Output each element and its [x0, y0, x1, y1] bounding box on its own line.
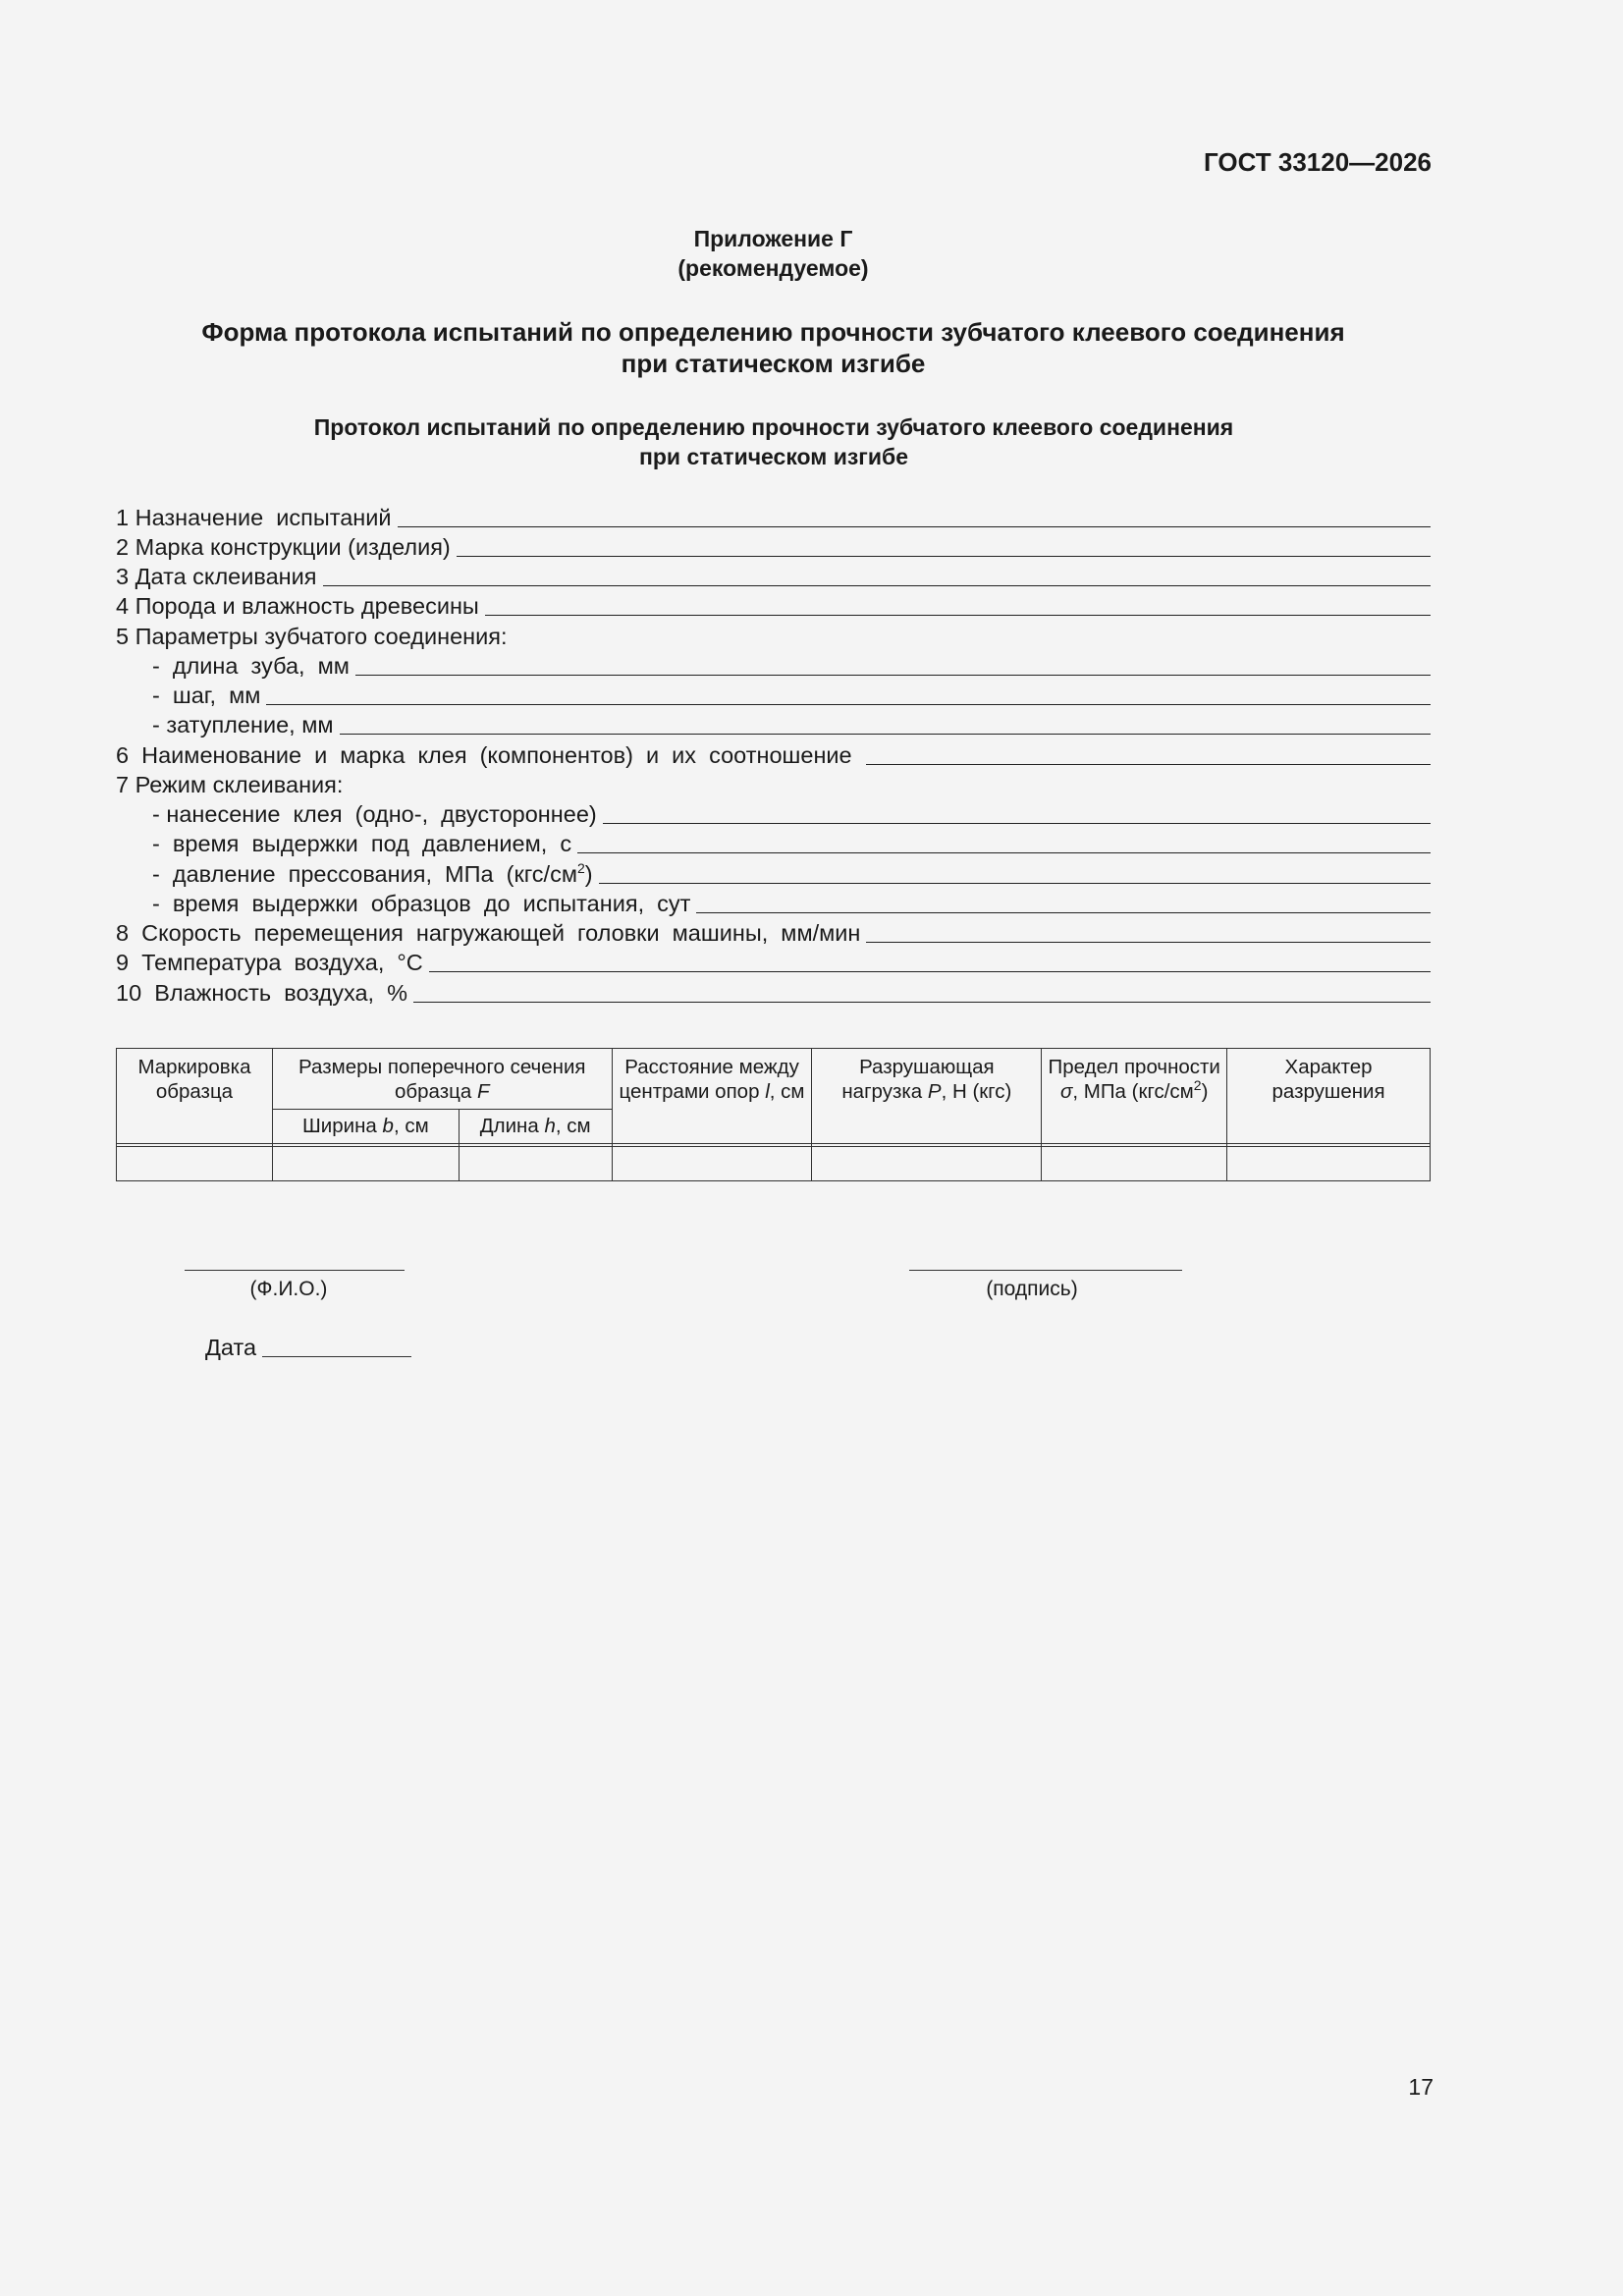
field-specimen-hold-time-label: - время выдержки образцов до испытания, сут [152, 891, 691, 916]
header-failure-type: Характер разрушения [1227, 1049, 1431, 1144]
field-wood-species-label: 4 Порода и влажность древесины [116, 593, 479, 619]
table-header-row [117, 1049, 1431, 1110]
header-strength-limit: Предел прочности σ, МПа $(кгс/см^2)$ [1042, 1049, 1227, 1144]
cell-support-distance[interactable] [612, 1147, 812, 1181]
field-head-speed[interactable] [116, 919, 1431, 947]
field-bluntness-label: - затупление, мм [152, 712, 334, 738]
field-glue-name-line[interactable] [866, 763, 1431, 765]
field-press-pressure-label: - давление прессования, МПа $(кгс/см^2)$ [152, 860, 593, 887]
field-pitch[interactable] [152, 682, 1431, 709]
protocol-table [116, 1048, 1431, 1181]
field-specimen-hold-time-line[interactable] [696, 911, 1431, 913]
field-tooth-length-line[interactable] [355, 674, 1431, 676]
field-gluing-mode-heading [116, 771, 1431, 798]
signature-line[interactable] [909, 1269, 1182, 1271]
field-tooth-length[interactable] [152, 652, 1431, 680]
appendix-label: Приложение Г [693, 226, 853, 251]
field-air-humidity[interactable] [116, 979, 1431, 1007]
field-tooth-length-label: - длина зуба, мм [152, 653, 350, 679]
field-pitch-line[interactable] [266, 703, 1431, 705]
form-title-line1: Форма протокола испытаний по определению прочности зубчатого клеевого соединения [201, 317, 1345, 347]
field-head-speed-line[interactable] [866, 941, 1431, 943]
date-field[interactable] [205, 1335, 411, 1361]
field-purpose[interactable] [116, 504, 1431, 531]
field-bluntness[interactable] [152, 711, 1431, 738]
field-glue-application[interactable] [152, 800, 1431, 828]
cell-breaking-load[interactable] [812, 1147, 1042, 1181]
header-breaking-load: Разрушающая нагрузка P, Н (кгс) [812, 1049, 1042, 1144]
field-pressure-hold-time-label: - время выдержки под давлением, с [152, 831, 572, 856]
field-purpose-line[interactable] [398, 525, 1431, 527]
field-joint-params-label: 5 Параметры зубчатого соединения: [116, 624, 508, 649]
appendix-status: (рекомендуемое) [677, 255, 869, 281]
standard-code: ГОСТ 33120—2026 [1204, 147, 1432, 177]
header-support-distance: Расстояние между центрами опор l, см [612, 1049, 812, 1144]
protocol-title-line2: при статическом изгибе [638, 444, 908, 469]
date-line[interactable] [262, 1355, 411, 1357]
field-air-humidity-label: 10 Влажность воздуха, % [116, 980, 408, 1006]
cell-failure-type[interactable] [1227, 1147, 1431, 1181]
field-air-temperature-line[interactable] [429, 970, 1431, 972]
table-row [117, 1147, 1431, 1181]
header-cross-section: Размеры поперечного сечения образца F [272, 1049, 612, 1110]
header-specimen-marking: Маркировка образца [117, 1049, 273, 1144]
field-press-pressure-line[interactable] [599, 882, 1431, 884]
field-construction-grade[interactable] [116, 533, 1431, 561]
date-label: Дата [205, 1335, 257, 1360]
cell-length[interactable] [459, 1147, 612, 1181]
form-title [0, 316, 1546, 379]
field-air-temperature[interactable] [116, 949, 1431, 976]
form-title-line2: при статическом изгибе [621, 349, 926, 378]
field-gluing-date-label: 3 Дата склеивания [116, 564, 317, 589]
field-purpose-label: 1 Назначение испытаний [116, 505, 392, 530]
header-width: Ширина b, см [272, 1110, 459, 1144]
field-gluing-mode-label: 7 Режим склеивания: [116, 772, 344, 797]
header-length: Длина h, см [459, 1110, 612, 1144]
field-press-pressure[interactable] [152, 860, 1431, 888]
page-number: 17 [1408, 2074, 1434, 2100]
field-pressure-hold-time[interactable] [152, 830, 1431, 857]
field-glue-name[interactable] [116, 741, 1431, 769]
name-label: (Ф.И.О.) [249, 1278, 328, 1300]
field-construction-grade-label: 2 Марка конструкции (изделия) [116, 534, 451, 560]
appendix-heading [0, 224, 1546, 283]
protocol-title [88, 412, 1459, 471]
field-gluing-date[interactable] [116, 563, 1431, 590]
cell-width[interactable] [272, 1147, 459, 1181]
field-joint-params-heading [116, 623, 1431, 650]
field-pitch-label: - шаг, мм [152, 683, 261, 708]
field-specimen-hold-time[interactable] [152, 890, 1431, 917]
protocol-title-line1: Протокол испытаний по определению прочности зубчатого клеевого соединения [313, 414, 1234, 440]
field-glue-application-label: - нанесение клея (одно-, двустороннее) [152, 801, 597, 827]
field-construction-grade-line[interactable] [457, 555, 1431, 557]
field-glue-application-line[interactable] [603, 822, 1431, 824]
cell-strength-limit[interactable] [1042, 1147, 1227, 1181]
field-gluing-date-line[interactable] [323, 584, 1432, 586]
name-signature-line[interactable] [185, 1269, 405, 1271]
field-wood-species-line[interactable] [485, 614, 1431, 616]
signature-label: (подпись) [986, 1278, 1078, 1300]
field-bluntness-line[interactable] [340, 733, 1431, 735]
field-pressure-hold-time-line[interactable] [577, 851, 1431, 853]
cell-specimen-marking[interactable] [117, 1147, 273, 1181]
field-air-temperature-label: 9 Температура воздуха, °С [116, 950, 423, 975]
field-wood-species[interactable] [116, 592, 1431, 620]
field-glue-name-label: 6 Наименование и марка клея (компонентов) и их соотношение [116, 742, 852, 768]
field-head-speed-label: 8 Скорость перемещения нагружающей головки машины, мм/мин [116, 920, 861, 946]
field-air-humidity-line[interactable] [413, 1001, 1431, 1003]
